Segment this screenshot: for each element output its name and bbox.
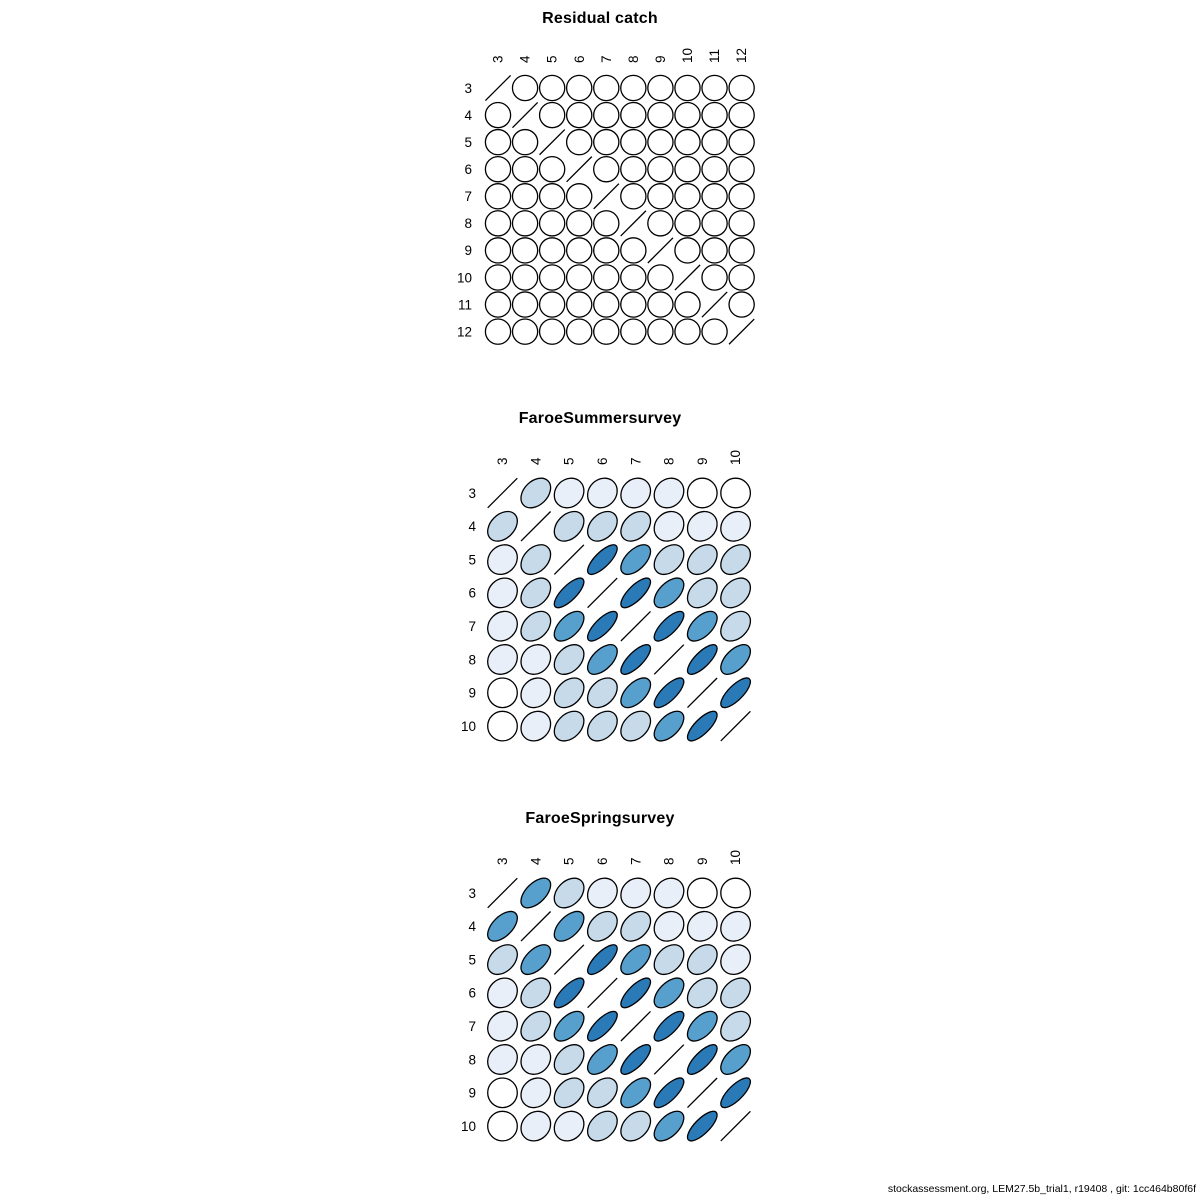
correlation-ellipse — [482, 972, 524, 1014]
correlation-ellipse — [561, 233, 597, 269]
correlation-ellipse — [480, 206, 516, 242]
correlation-ellipse — [715, 905, 757, 947]
correlation-ellipse — [482, 939, 523, 980]
diagonal-unit-correlation-line — [688, 1078, 718, 1108]
correlation-ellipse — [643, 178, 679, 214]
correlation-ellipse — [715, 939, 757, 981]
correlation-ellipse — [643, 97, 679, 133]
col-age-label: 7 — [628, 457, 644, 465]
col-age-label: 4 — [517, 55, 533, 63]
row-age-label: 9 — [464, 243, 472, 259]
diagonal-unit-correlation-line — [721, 1111, 751, 1141]
correlation-ellipse — [670, 97, 706, 133]
correlation-ellipse — [482, 506, 523, 547]
correlation-ellipse — [561, 206, 597, 242]
correlation-ellipse — [482, 572, 524, 614]
correlation-ellipse — [582, 506, 623, 547]
col-age-label: 6 — [595, 457, 610, 465]
correlation-ellipse — [582, 872, 624, 914]
correlation-ellipse — [724, 178, 760, 214]
correlation-ellipse — [534, 287, 570, 323]
correlation-ellipse — [507, 233, 543, 269]
correlation-ellipse — [650, 1007, 688, 1045]
row-age-label: 10 — [460, 1118, 476, 1134]
correlation-ellipse — [716, 1039, 756, 1079]
correlation-ellipse — [582, 1072, 623, 1113]
correlation-ellipse — [482, 705, 524, 747]
correlation-ellipse — [649, 1106, 689, 1146]
row-age-label: 7 — [464, 189, 472, 205]
correlation-ellipse — [670, 206, 706, 242]
correlation-ellipse — [715, 972, 756, 1013]
col-age-label: 3 — [495, 457, 511, 465]
correlation-ellipse — [617, 974, 655, 1012]
panel-title-faroe-summer-survey: FaroeSummersurvey — [518, 410, 682, 427]
correlation-ellipse — [724, 70, 760, 106]
row-age-label: 4 — [468, 519, 476, 535]
correlation-ellipse — [697, 206, 733, 242]
col-age-label: 10 — [680, 47, 696, 63]
diagonal-unit-correlation-line — [654, 645, 684, 675]
correlation-ellipse — [534, 97, 570, 133]
correlation-ellipse — [482, 1105, 524, 1147]
correlation-ellipse — [697, 178, 733, 214]
row-age-label: 7 — [468, 1019, 476, 1034]
correlation-ellipse — [617, 1040, 655, 1078]
diagonal-unit-correlation-line — [554, 545, 584, 575]
diagonal-unit-correlation-line — [588, 978, 618, 1008]
correlation-ellipse — [683, 707, 721, 745]
correlation-ellipse — [583, 607, 621, 645]
correlation-ellipse — [724, 97, 760, 133]
row-age-label: 6 — [464, 162, 472, 178]
correlation-ellipse — [582, 1039, 622, 1079]
correlation-ellipse — [649, 973, 689, 1013]
correlation-ellipse — [616, 124, 652, 160]
correlation-ellipse — [643, 70, 679, 106]
correlation-ellipse — [616, 97, 652, 133]
correlation-ellipse — [515, 539, 556, 580]
correlation-ellipse — [616, 1073, 656, 1113]
correlation-ellipse — [717, 674, 755, 712]
correlation-ellipse — [648, 939, 689, 980]
row-age-label: 12 — [456, 324, 472, 340]
diagonal-unit-correlation-line — [567, 157, 592, 182]
correlation-ellipse — [482, 1005, 524, 1047]
correlation-ellipse — [588, 97, 624, 133]
correlation-ellipse — [643, 151, 679, 187]
correlation-ellipse — [616, 233, 652, 269]
correlation-ellipse — [549, 606, 589, 646]
correlation-ellipse — [515, 705, 557, 747]
correlation-ellipse — [616, 314, 652, 350]
col-age-label: 11 — [707, 48, 723, 63]
correlation-ellipse — [561, 124, 597, 160]
correlation-ellipse — [582, 1106, 623, 1147]
correlation-ellipse — [507, 124, 543, 160]
correlation-ellipse — [515, 472, 556, 513]
correlation-ellipse — [549, 506, 590, 547]
col-age-label: 8 — [625, 55, 641, 63]
correlation-ellipse — [516, 873, 556, 913]
correlation-ellipse — [681, 872, 723, 914]
correlation-ellipse — [550, 574, 588, 612]
correlation-ellipse — [716, 639, 756, 679]
correlation-ellipse — [682, 972, 723, 1013]
correlation-ellipse — [515, 572, 556, 613]
diagonal-unit-correlation-line — [675, 265, 700, 290]
correlation-ellipse — [480, 314, 516, 350]
diagonal-unit-correlation-line — [594, 184, 619, 209]
diagonal-unit-correlation-line — [654, 1045, 684, 1075]
correlation-ellipse — [648, 472, 690, 514]
correlation-ellipse — [648, 872, 690, 914]
correlation-ellipse — [534, 206, 570, 242]
correlation-ellipse — [724, 287, 760, 323]
diagonal-unit-correlation-line — [521, 912, 551, 942]
col-age-label: 7 — [598, 55, 614, 63]
col-age-label: 4 — [528, 457, 544, 465]
correlation-ellipse — [549, 1006, 589, 1046]
correlation-ellipse — [515, 1006, 556, 1047]
correlation-ellipse — [670, 151, 706, 187]
correlation-ellipse — [616, 70, 652, 106]
correlation-ellipse — [549, 1072, 590, 1113]
correlation-ellipse — [583, 941, 621, 979]
correlation-ellipse — [534, 178, 570, 214]
correlation-ellipse — [683, 1107, 721, 1145]
diagonal-unit-correlation-line — [621, 1011, 651, 1041]
correlation-ellipse — [480, 233, 516, 269]
panel-title-faroe-spring-survey: FaroeSpringsurvey — [525, 810, 675, 827]
correlation-ellipse — [480, 260, 516, 296]
correlation-ellipse — [724, 206, 760, 242]
correlation-ellipse — [507, 151, 543, 187]
correlation-ellipse — [670, 178, 706, 214]
correlation-ellipse — [549, 872, 590, 913]
correlation-ellipse — [615, 872, 657, 914]
correlation-ellipse — [670, 70, 706, 106]
col-age-label: 10 — [728, 849, 744, 865]
correlation-ellipse — [534, 151, 570, 187]
correlation-ellipse — [616, 287, 652, 323]
diagonal-unit-correlation-line — [648, 238, 673, 263]
correlation-ellipse — [615, 472, 657, 514]
correlation-ellipse — [682, 939, 723, 980]
col-age-label: 3 — [495, 857, 511, 865]
correlation-ellipse — [643, 314, 679, 350]
row-age-label: 11 — [457, 297, 472, 313]
correlation-ellipse — [683, 1040, 721, 1078]
correlation-ellipse — [588, 287, 624, 323]
diagonal-unit-correlation-line — [540, 130, 565, 155]
correlation-ellipse — [507, 70, 543, 106]
correlation-ellipse — [534, 314, 570, 350]
correlation-ellipse — [582, 706, 623, 747]
correlation-ellipse — [649, 573, 689, 613]
correlation-ellipse — [548, 472, 590, 514]
correlation-ellipse — [616, 260, 652, 296]
correlation-ellipse — [643, 287, 679, 323]
correlation-ellipse — [715, 472, 757, 514]
correlation-ellipse — [534, 233, 570, 269]
correlation-ellipse — [649, 706, 689, 746]
correlation-ellipse — [582, 906, 623, 947]
correlation-ellipse — [681, 472, 723, 514]
correlation-ellipse — [697, 124, 733, 160]
correlation-ellipse — [670, 314, 706, 350]
diagonal-unit-correlation-line — [688, 678, 718, 708]
correlation-ellipse — [616, 151, 652, 187]
correlation-ellipse — [724, 124, 760, 160]
correlation-ellipse — [670, 233, 706, 269]
correlation-ellipse — [480, 178, 516, 214]
row-age-label: 3 — [464, 80, 472, 96]
correlation-ellipse — [561, 97, 597, 133]
correlation-ellipse — [683, 640, 721, 678]
correlation-ellipse — [480, 124, 516, 160]
col-age-label: 10 — [728, 449, 744, 465]
correlation-ellipse — [515, 972, 556, 1013]
row-age-label: 3 — [468, 485, 476, 501]
correlation-ellipse — [643, 124, 679, 160]
correlation-ellipse — [515, 1039, 557, 1081]
col-age-label: 5 — [561, 857, 577, 865]
correlation-ellipse — [561, 70, 597, 106]
correlation-ellipse — [482, 605, 524, 647]
correlation-ellipse — [715, 505, 757, 547]
row-age-label: 9 — [468, 1085, 476, 1101]
diagonal-unit-correlation-line — [488, 478, 518, 508]
correlation-ellipse — [534, 260, 570, 296]
correlation-ellipse — [561, 314, 597, 350]
correlation-ellipse — [682, 572, 723, 613]
footer-credit: stockassessment.org, LEM27.5b_trial1, r19408 , git: 1cc464b80f6f — [887, 1183, 1196, 1195]
correlation-ellipse — [482, 639, 524, 681]
correlation-ellipse — [482, 672, 524, 714]
col-age-label: 5 — [561, 457, 577, 465]
diagonal-unit-correlation-line — [521, 512, 551, 542]
col-age-label: 5 — [544, 55, 560, 63]
correlation-ellipse — [480, 97, 516, 133]
correlation-ellipse — [670, 124, 706, 160]
row-age-label: 8 — [464, 216, 472, 232]
diagonal-unit-correlation-line — [512, 102, 537, 127]
correlation-ellipse — [550, 974, 588, 1012]
correlation-ellipse — [724, 151, 760, 187]
diagonal-unit-correlation-line — [554, 945, 584, 975]
row-age-label: 4 — [468, 919, 476, 935]
correlation-ellipse — [588, 151, 624, 187]
diagonal-unit-correlation-line — [702, 292, 727, 317]
correlation-ellipse — [682, 1006, 722, 1046]
col-age-label: 9 — [653, 55, 669, 63]
correlation-ellipse — [549, 639, 590, 680]
col-age-label: 12 — [734, 47, 750, 63]
correlation-ellipse — [617, 640, 655, 678]
row-age-label: 10 — [456, 270, 472, 286]
diagonal-unit-correlation-line — [488, 878, 518, 908]
row-age-label: 4 — [464, 107, 472, 123]
correlation-ellipse — [480, 151, 516, 187]
correlation-ellipse — [561, 178, 597, 214]
correlation-ellipse — [697, 233, 733, 269]
correlation-ellipse — [515, 1105, 557, 1147]
row-age-label: 6 — [468, 985, 476, 1001]
correlation-ellipse — [507, 206, 543, 242]
correlation-ellipse — [588, 260, 624, 296]
correlation-ellipse — [715, 539, 756, 580]
correlation-ellipse — [480, 287, 516, 323]
correlation-ellipse — [650, 607, 688, 645]
col-age-label: 7 — [628, 857, 644, 865]
col-age-label: 3 — [490, 55, 506, 63]
correlation-ellipse — [482, 1039, 524, 1081]
diagonal-unit-correlation-line — [621, 211, 646, 236]
col-age-label: 8 — [661, 857, 677, 865]
correlation-ellipse — [715, 1006, 756, 1047]
correlation-ellipse — [715, 872, 757, 914]
row-age-label: 8 — [468, 652, 476, 668]
diagonal-unit-correlation-line — [621, 611, 651, 641]
diagonal-unit-correlation-line — [485, 75, 510, 100]
correlation-ellipse — [615, 906, 656, 947]
correlation-ellipse — [681, 905, 723, 947]
correlation-ellipse — [724, 233, 760, 269]
correlation-ellipse — [515, 606, 556, 647]
col-age-label: 9 — [694, 457, 710, 465]
correlation-ellipse — [616, 673, 656, 713]
correlation-ellipse — [583, 541, 621, 579]
correlation-ellipse — [588, 233, 624, 269]
correlation-ellipse — [697, 260, 733, 296]
row-age-label: 7 — [468, 619, 476, 634]
correlation-ellipse — [697, 97, 733, 133]
correlation-ellipse — [482, 539, 524, 581]
correlation-ellipse — [582, 639, 622, 679]
correlation-ellipse — [588, 124, 624, 160]
correlation-ellipse — [561, 287, 597, 323]
col-age-label: 4 — [528, 857, 544, 865]
correlation-ellipse — [715, 572, 756, 613]
panel-title-residual-catch: Residual catch — [542, 10, 658, 27]
correlation-ellipse — [697, 70, 733, 106]
correlation-ellipse — [697, 314, 733, 350]
correlation-ellipse — [588, 314, 624, 350]
correlation-ellipse — [588, 70, 624, 106]
correlation-ellipse — [582, 472, 624, 514]
correlation-ellipse — [615, 1106, 656, 1147]
correlation-ellipse — [717, 1074, 755, 1112]
correlation-ellipse — [615, 706, 656, 747]
correlation-ellipse — [516, 940, 556, 980]
row-age-label: 5 — [468, 552, 476, 568]
correlation-ellipse — [648, 539, 689, 580]
correlation-ellipse — [682, 539, 723, 580]
correlation-ellipse — [643, 206, 679, 242]
correlation-ellipse — [549, 706, 590, 747]
correlation-ellipse — [650, 1074, 688, 1112]
row-age-label: 5 — [468, 952, 476, 968]
correlation-ellipse — [697, 151, 733, 187]
correlation-ellipse — [681, 505, 723, 547]
correlation-ellipse — [515, 1072, 557, 1114]
diagonal-unit-correlation-line — [721, 711, 751, 741]
correlation-ellipse — [616, 540, 656, 580]
correlation-ellipse — [588, 206, 624, 242]
correlation-ellipse — [682, 606, 722, 646]
correlation-ellipse — [715, 606, 756, 647]
correlation-ellipse — [724, 260, 760, 296]
correlation-ellipse — [617, 574, 655, 612]
correlation-ellipse — [582, 672, 623, 713]
correlation-ellipse — [507, 178, 543, 214]
correlation-ellipse — [549, 906, 589, 946]
row-age-label: 8 — [468, 1052, 476, 1068]
col-age-label: 6 — [571, 55, 587, 63]
correlation-ellipse — [650, 674, 688, 712]
correlation-ellipse — [583, 1007, 621, 1045]
col-age-label: 8 — [661, 457, 677, 465]
correlation-ellipse — [643, 260, 679, 296]
correlation-ellipse — [648, 905, 690, 947]
col-age-label: 9 — [694, 857, 710, 865]
correlation-ellipse — [507, 314, 543, 350]
row-age-label: 6 — [468, 585, 476, 601]
diagonal-unit-correlation-line — [729, 319, 754, 344]
correlation-ellipse — [534, 70, 570, 106]
correlation-ellipse — [515, 639, 557, 681]
correlation-ellipse — [548, 1105, 590, 1147]
correlation-ellipse — [482, 906, 522, 946]
correlation-ellipse — [507, 260, 543, 296]
correlation-ellipse — [549, 1039, 590, 1080]
row-age-label: 5 — [464, 134, 472, 150]
correlation-ellipse — [616, 178, 652, 214]
row-age-label: 9 — [468, 685, 476, 701]
correlation-ellipse — [482, 1072, 524, 1114]
row-age-label: 10 — [460, 718, 476, 734]
row-age-label: 3 — [468, 885, 476, 901]
correlation-ellipse — [648, 505, 690, 547]
correlation-ellipse — [561, 260, 597, 296]
col-age-label: 6 — [595, 857, 610, 865]
correlation-ellipse — [507, 287, 543, 323]
correlation-ellipse — [615, 506, 656, 547]
diagonal-unit-correlation-line — [588, 578, 618, 608]
correlation-ellipse — [616, 940, 656, 980]
correlation-ellipse — [549, 672, 590, 713]
correlation-ellipse — [515, 672, 557, 714]
correlation-ellipse — [670, 287, 706, 323]
